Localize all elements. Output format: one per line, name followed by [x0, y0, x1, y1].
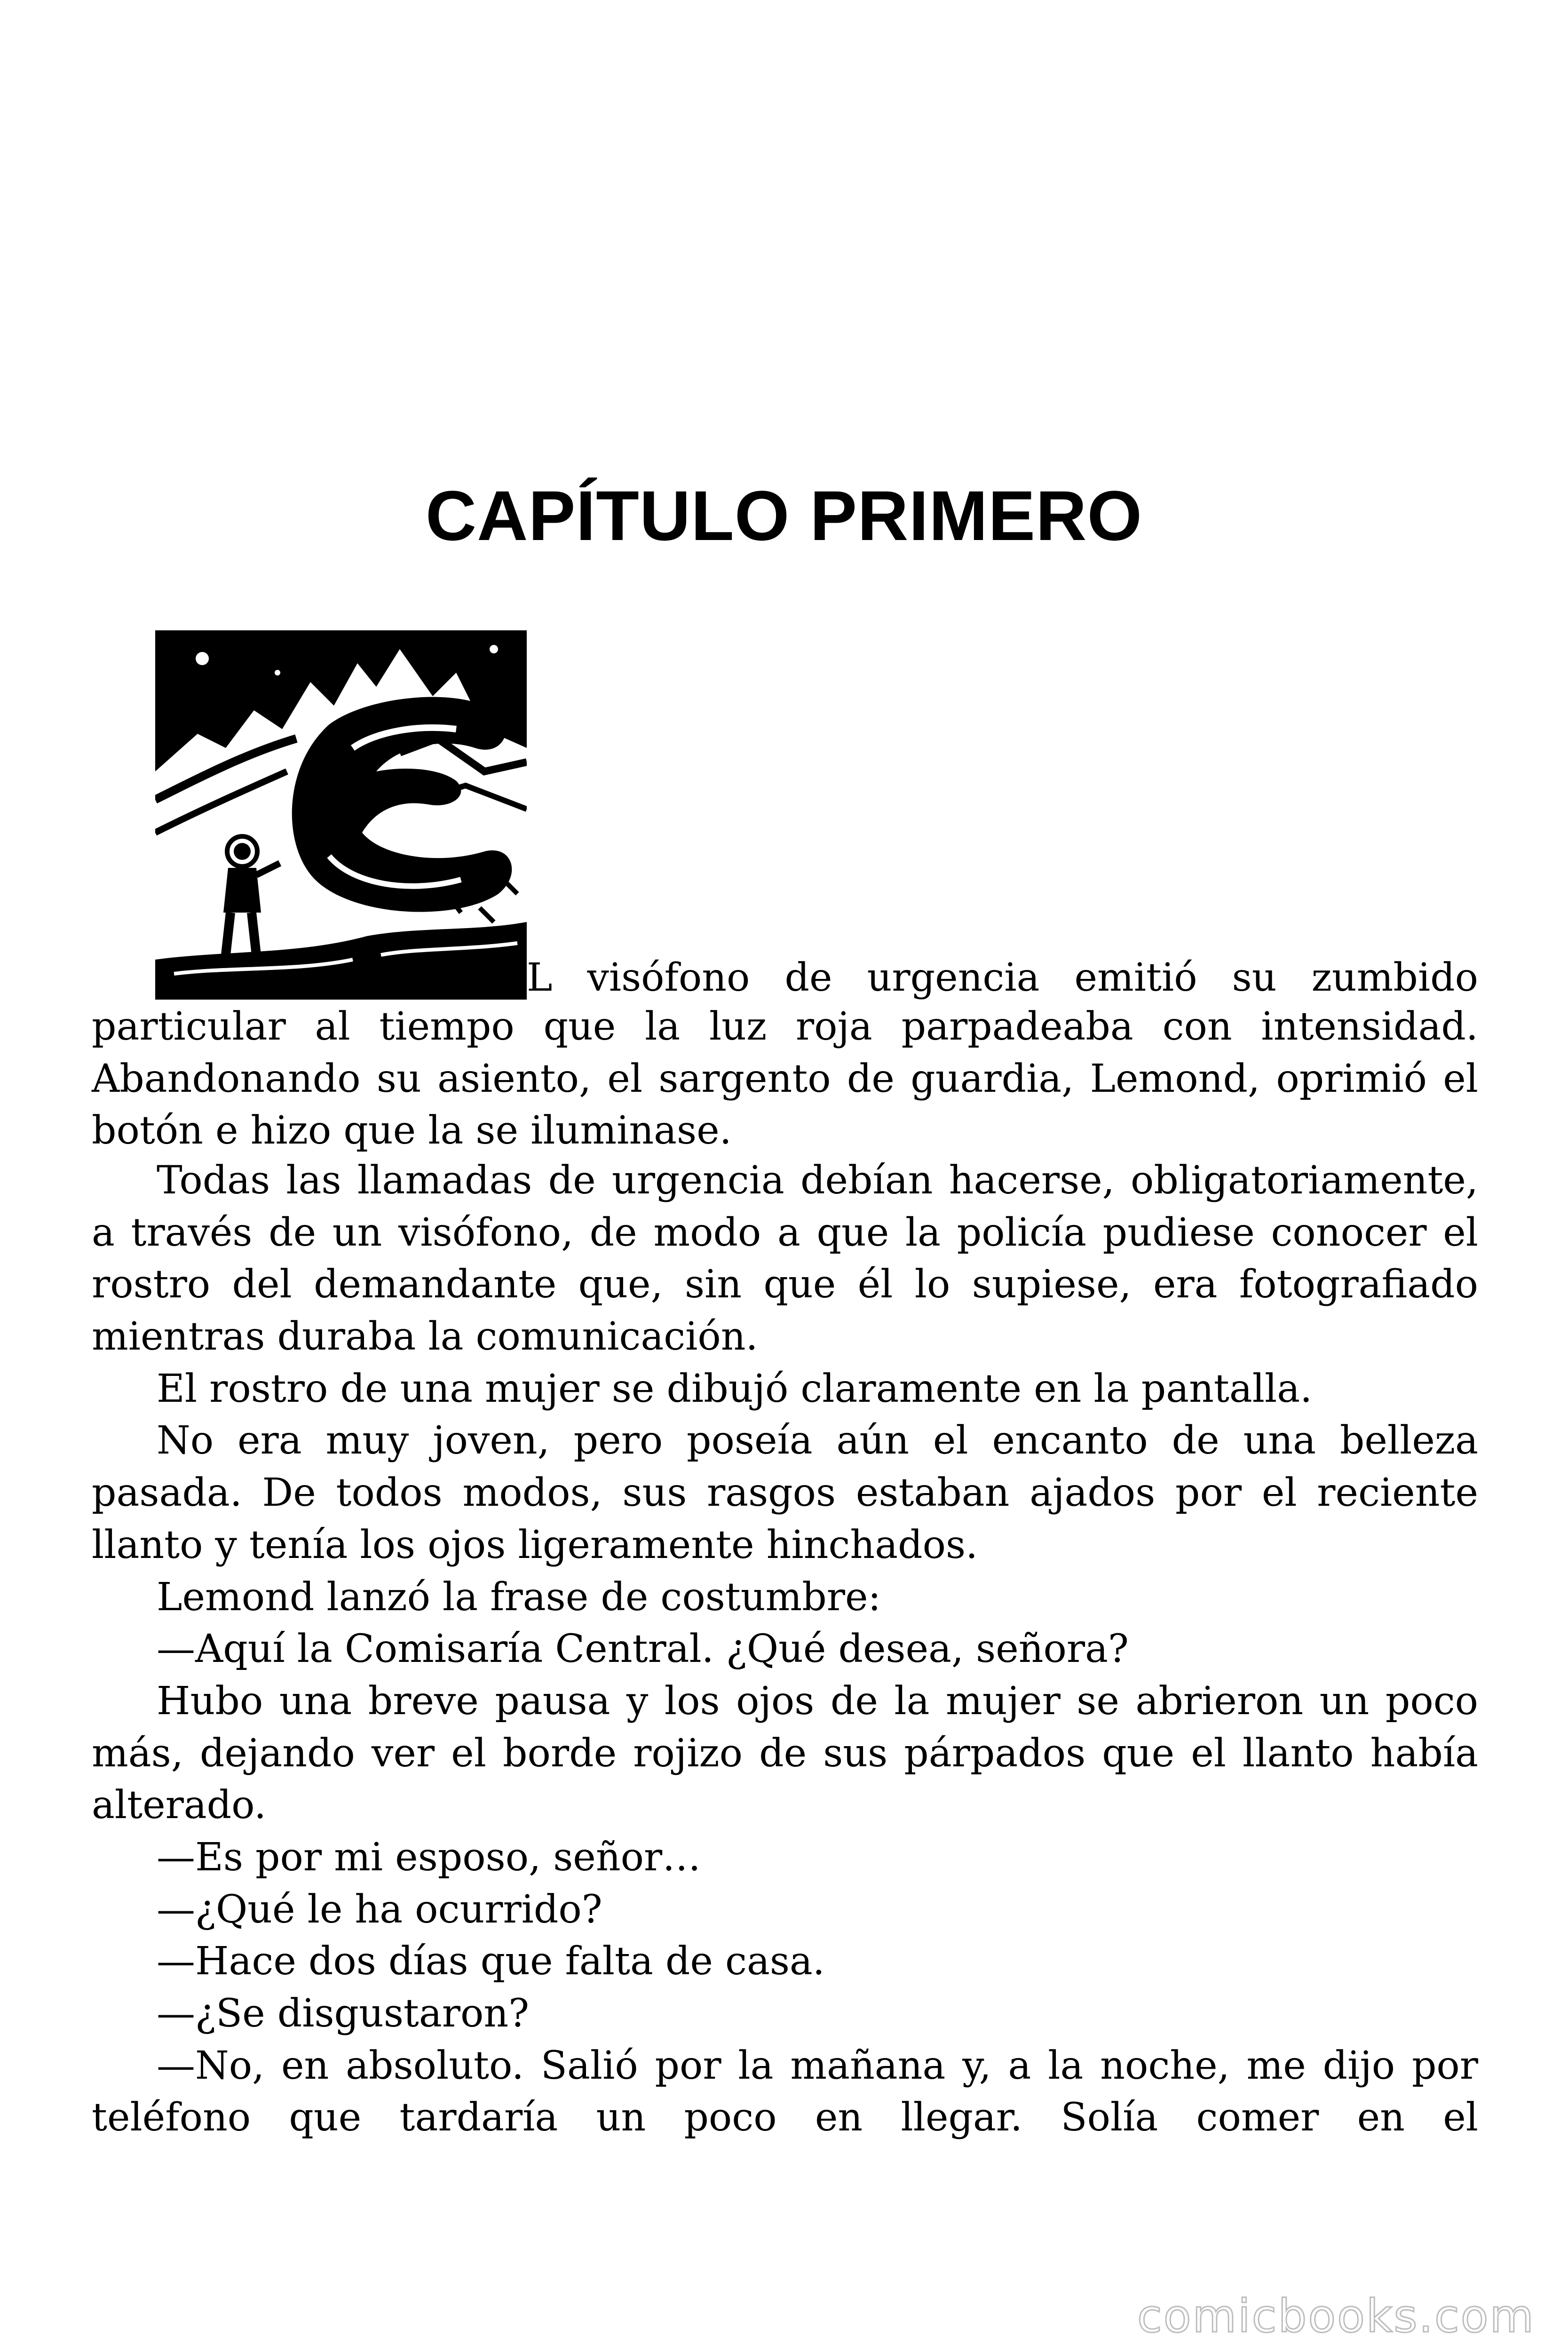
first-line: L visófono de urgencia emitió su zumbido	[527, 955, 1478, 1000]
paragraph: No era muy joven, pero poseía aún el encanto de una belleza pasada. De todos modos, sus rasgos estaban ajados por el reciente llanto y tenía los ojos ligeramente hinchados.	[92, 1418, 1478, 1567]
paragraph-list	[92, 1155, 1478, 2144]
dropcap-illustration	[155, 630, 527, 1000]
paragraph: Hubo una breve pausa y los ojos de la mujer se abrieron un poco más, dejando ver el borde rojizo de sus párpados que el llanto había alterado.	[92, 1678, 1478, 1828]
paragraph: El rostro de una mujer se dibujó claramente en la pantalla.	[157, 1366, 1313, 1411]
paragraph: —No, en absoluto. Salió por la mañana y, a la noche, me dijo por teléfono que tardaría un poco en llegar. Solía comer en el	[92, 2043, 1478, 2140]
paragraph: —Hace dos días que falta de casa.	[157, 1939, 825, 1984]
paragraph: Lemond lanzó la frase de costumbre:	[157, 1574, 881, 1620]
paragraph: —¿Qué le ha ocurrido?	[157, 1887, 602, 1932]
paragraph: —¿Se disgustaron?	[157, 1991, 530, 2036]
paragraph-first-rest: particular al tiempo que la luz roja parpadeaba con intensidad. Abandonando su asiento, el sargento de guardia, Lemond, oprimió el botón e hizo que la se iluminase.	[92, 1004, 1478, 1153]
paragraph: —Es por mi esposo, señor…	[157, 1835, 701, 1880]
watermark: comicbooks.com	[1137, 2290, 1535, 2343]
paragraph: Todas las llamadas de urgencia debían hacerse, obligatoriamente, a través de un visófono, de modo a que la policía pudiese conocer el rostro del demandante que, sin que él lo supiese, era fotografiado mientras duraba la comunicación.	[92, 1158, 1478, 1359]
paragraph: —Aquí la Comisaría Central. ¿Qué desea, señora?	[157, 1627, 1129, 1672]
chapter-title: CAPÍTULO PRIMERO	[425, 476, 1143, 555]
